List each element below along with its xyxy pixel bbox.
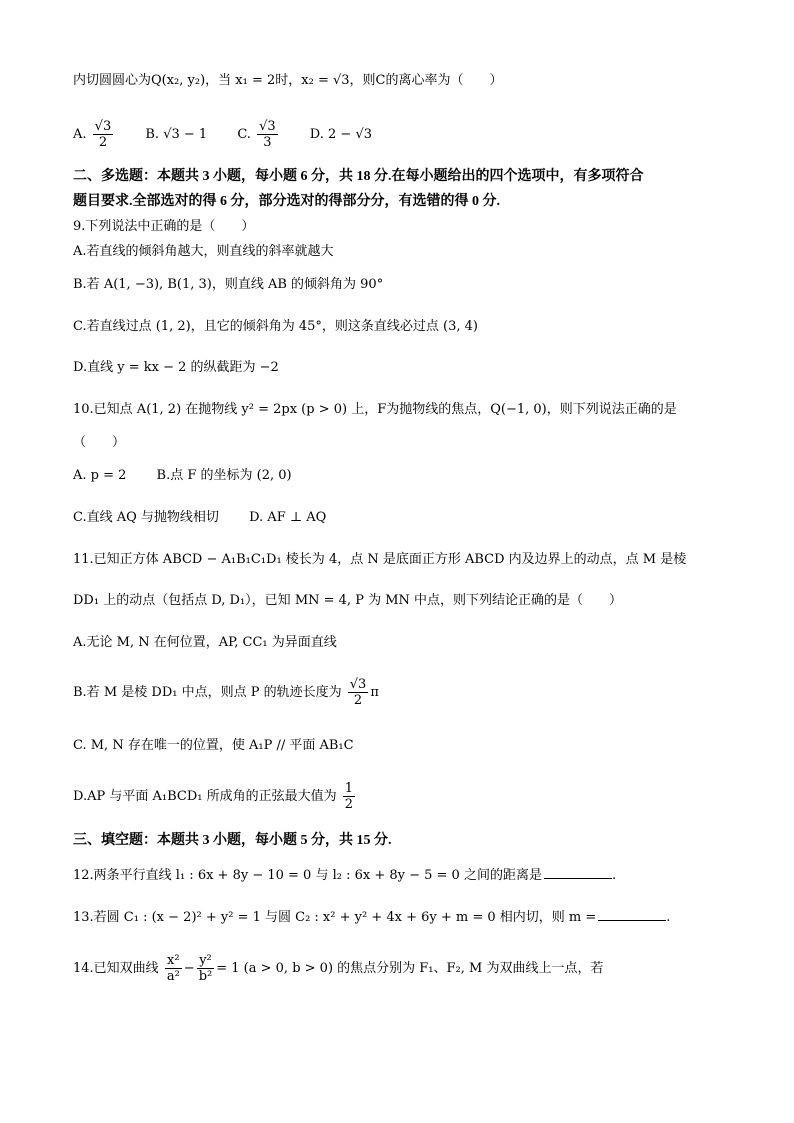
q10-option-b: B.点 F 的坐标为 (2, 0)	[156, 468, 292, 483]
q8-option-c-fraction	[257, 119, 278, 150]
q8-option-c	[237, 116, 279, 154]
q9-option-c: C.若直线过点 (1, 2)，且它的倾斜角为 45°，则这条直线必过点 (3, 4)	[73, 319, 478, 334]
q8-option-a-den: 2	[98, 135, 108, 150]
q10-stem: 10.已知点 A(1, 2) 在抛物线 y² = 2px (p > 0) 上，F为抛物线的焦点，Q(−1, 0)，则下列说法正确的是	[73, 402, 677, 417]
q11-option-b-pi: π	[370, 685, 379, 700]
section2-heading-line2: 题目要求.全部选对的得 6 分，部分选对的得部分分，有选错的得 0 分.	[73, 194, 500, 209]
q11-option-a: A.无论 M, N 在何位置，AP, CC₁ 为异面直线	[73, 635, 337, 650]
q13-period: .	[666, 910, 671, 925]
q13-text: 13.若圆 C₁ : (x − 2)² + y² = 1 与圆 C₂ : x² + y² + 4x + 6y + m = 0 相内切，则 m =	[73, 910, 597, 925]
q10-option-d: D. AF ⊥ AQ	[249, 510, 327, 525]
q11-option-b-fraction	[348, 677, 369, 708]
q11-option-b	[73, 674, 379, 712]
q10-options-ab	[73, 467, 318, 485]
q11-stem-line1: 11.已知正方体 ABCD − A₁B₁C₁D₁ 棱长为 4，点 N 是底面正方形 ABCD 内及边界上的动点，点 M 是棱	[73, 552, 687, 567]
q11-option-d	[73, 778, 357, 816]
q8-option-a-num: √3	[94, 119, 112, 134]
q10-answer-paren: （ ）	[73, 435, 126, 450]
q13	[73, 908, 670, 927]
q12-text: 12.两条平行直线 l₁ : 6x + 8y − 10 = 0 与 l₂ : 6x + 8y − 5 = 0 之间的距离是	[73, 868, 542, 883]
section2-heading-line1: 二、多选题：本题共 3 小题，每小题 6 分，共 18 分.在每小题给出的四个选项中，有多项符合	[73, 169, 644, 184]
q14-fraction-x-num: x²	[167, 953, 180, 968]
q11-option-d-den: 2	[344, 797, 354, 812]
q14-fraction-y	[197, 953, 215, 984]
q14	[73, 950, 603, 988]
q9-option-a: A.若直线的倾斜角越大，则直线的斜率就越大	[73, 244, 334, 259]
q9-option-b: B.若 A(1, −3), B(1, 3)，则直线 AB 的倾斜角为 90°	[73, 277, 384, 292]
q13-answer-blank[interactable]	[598, 908, 666, 921]
q11-option-b-den: 2	[353, 693, 363, 708]
q11-stem-line2: DD₁ 上的动点（包括点 D, D₁），已知 MN = 4, P 为 MN 中点，则下列结论正确的是（ ）	[73, 593, 623, 608]
q8-option-d: D. 2 − √3	[309, 127, 373, 142]
q8-option-a-label: A.	[73, 127, 87, 142]
q11-option-d-num: 1	[344, 781, 354, 796]
q11-option-b-num: √3	[349, 677, 367, 692]
q14-fraction-y-den: b²	[198, 969, 213, 984]
q12-answer-blank[interactable]	[544, 866, 612, 879]
q10-option-a: A. p = 2	[73, 468, 127, 483]
q10-options-cd	[73, 509, 352, 527]
q9-option-d: D.直线 y = kx − 2 的纵截距为 −2	[73, 360, 279, 375]
q9-stem: 9.下列说法中正确的是（ ）	[73, 219, 255, 234]
q8-option-a-fraction	[93, 119, 114, 150]
section3-heading: 三、填空题：本题共 3 小题，每小题 5 分，共 15 分.	[73, 833, 392, 848]
q8-option-c-num: √3	[259, 119, 276, 134]
q14-fraction-y-num: y²	[199, 953, 212, 968]
q10-option-c: C.直线 AQ 与抛物线相切	[73, 510, 219, 525]
q8-option-a	[73, 116, 115, 154]
q8-option-c-label: C.	[237, 127, 251, 142]
q14-fraction-x-den: a²	[166, 969, 180, 984]
q8-stem-tail: 内切圆圆心为Q(x₂, y₂)，当 x₁ = 2时，x₂ = √3，则C的离心率为（ ）	[73, 73, 503, 88]
q12	[73, 866, 616, 885]
q14-text-post: = 1 (a > 0, b > 0) 的焦点分别为 F₁、F₂, M 为双曲线上一点，若	[216, 961, 604, 976]
q14-text-pre: 14.已知双曲线	[73, 961, 159, 976]
q12-period: .	[611, 868, 617, 883]
q14-fraction-x	[165, 953, 182, 984]
q11-option-d-fraction	[343, 781, 355, 812]
q11-option-c: C. M, N 存在唯一的位置，使 A₁P // 平面 AB₁C	[73, 738, 354, 753]
q8-option-b: B. √3 − 1	[145, 127, 208, 142]
q14-minus: −	[183, 961, 195, 976]
q8-options	[73, 116, 398, 154]
q8-option-c-den: 3	[263, 135, 272, 150]
q11-option-b-text: B.若 M 是棱 DD₁ 中点，则点 P 的轨迹长度为	[73, 685, 342, 700]
q11-option-d-text: D.AP 与平面 A₁BCD₁ 所成角的正弦最大值为	[73, 789, 337, 804]
